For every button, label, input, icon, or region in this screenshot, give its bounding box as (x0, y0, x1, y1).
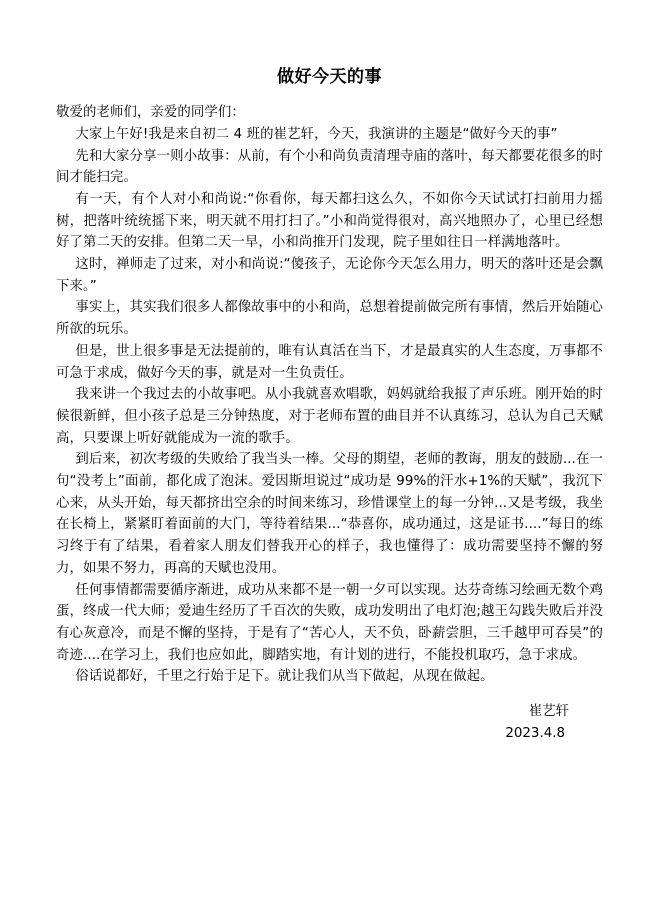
paragraph-8: 到后来，初次考级的失败给了我当头一棒。父母的期望，老师的教诲，朋友的鼓励...在一句“没考上”面前，都化成了泡沫。爱因斯坦说过“成功是 99%的汗水+1%的天赋”，我沉下心来，从头开始，每天都挤出空余的时间来练习，珍惜课堂上的每一分钟...又是考级，我坐在长椅上，紧紧盯着面前的大门，等待着结果...“恭喜你，成功通过，这是证书....”每日的练习终于有了结果，看着家人朋友们替我开心的样子，我也懂得了：成功需要坚持不懈的努力，如果不努力，再高的天赋也没用。 (56, 452, 603, 576)
paragraph-1: 大家上午好!我是来自初二 4 班的崔艺轩，今天，我演讲的主题是“做好今天的事” (75, 126, 558, 142)
page-title: 做好今天的事 (277, 67, 382, 87)
paragraph-5: 事实上，其实我们很多人都像故事中的小和尚，总想着提前做完所有事情，然后开始随心所欲的玩乐。 (56, 300, 603, 338)
signature-date: 2023.4.8 (505, 725, 565, 741)
paragraph-10: 俗话说都好，千里之行始于足下。就让我们从当下做起，从现在做起。 (75, 669, 494, 685)
document-body (56, 102, 603, 688)
signature-name: 崔艺轩 (528, 704, 569, 720)
salutation: 敬爱的老师们，亲爱的同学们： (56, 105, 245, 121)
paragraph-2: 先和大家分享一则小故事：从前，有个小和尚负责清理寺庙的落叶，每天都要花很多的时间才能扫完。 (56, 148, 603, 186)
paragraph-3: 有一天，有个人对小和尚说:“你看你，每天都扫这么久，不如你今天试试打扫前用力摇树，把落叶统统摇下来，明天就不用打扫了。”小和尚觉得很对，高兴地照办了，心里已经想好了第二天的安排。但第二天一早，小和尚推开门发现，院子里如往日一样满地落叶。 (56, 191, 603, 251)
paragraph-7: 我来讲一个我过去的小故事吧。从小我就喜欢唱歌，妈妈就给我报了声乐班。刚开始的时候很新鲜，但小孩子总是三分钟热度，对于老师布置的曲目并不认真练习，总认为自己天赋高，只要课上听好就能成为一流的歌手。 (56, 387, 603, 446)
paragraph-9: 任何事情都需要循序渐进，成功从来都不是一朝一夕可以实现。达芬奇练习绘画无数个鸡蛋，终成一代大师；爱迪生经历了千百次的失败，成功发明出了电灯泡;越王勾践失败后并没有心灰意冷，而是不懈的坚持，于是有了“苦心人，天不负，卧薪尝胆，三千越甲可吞吴”的奇迹....在学习上，我们也应如此，脚踏实地，有计划的进行，不能投机取巧，急于求成。 (56, 582, 603, 663)
paragraph-6: 但是，世上很多事是无法提前的，唯有认真活在当下，才是最真实的人生态度，万事都不可急于求成，做好今天的事，就是对一生负责任。 (56, 343, 603, 381)
paragraph-4: 这时，禅师走了过来，对小和尚说:“傻孩子，无论你今天怎么用力，明天的落叶还是会飘下来。” (56, 257, 603, 294)
signature-block (56, 701, 603, 744)
